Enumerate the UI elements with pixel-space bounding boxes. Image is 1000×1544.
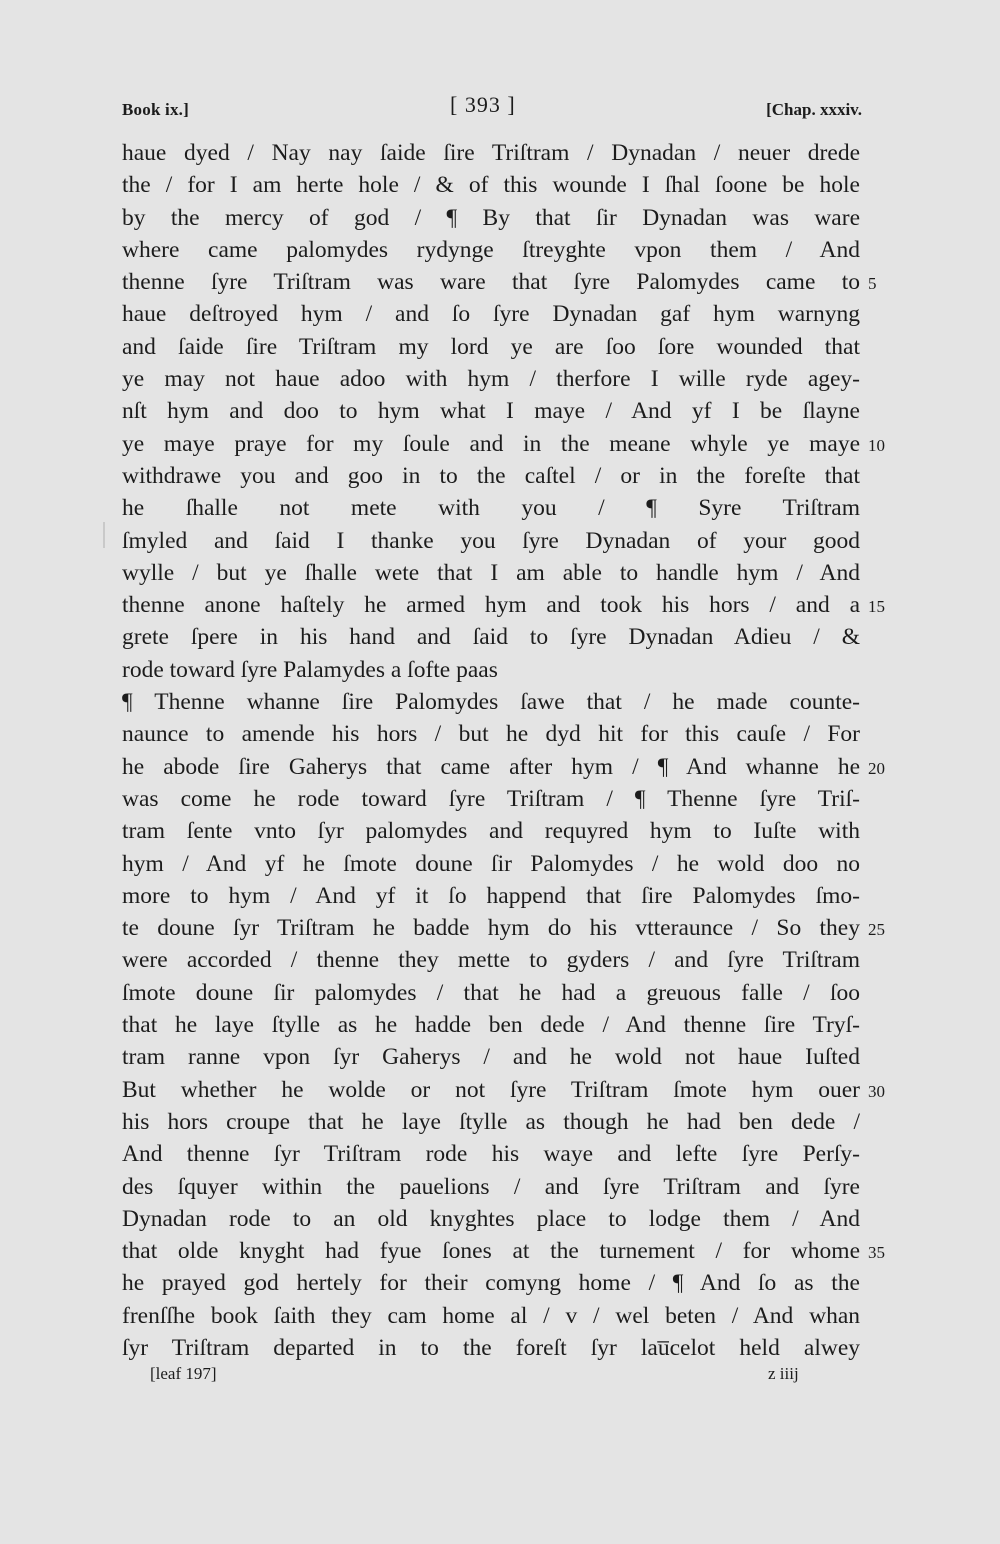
text-line bbox=[122, 880, 862, 912]
line-text: his hors croupe that he laye ſtylle as though he had ben dede / bbox=[122, 1108, 860, 1135]
text-line bbox=[122, 460, 862, 492]
line-text: was come he rode toward ſyre Triſtram / ¶ Thenne ſyre Triſ- bbox=[122, 785, 860, 812]
line-text: ſyr Triſtram departed in to the foreſt ſyr lau̅celot held alwey bbox=[122, 1334, 860, 1361]
signature-mark: z iiij bbox=[768, 1364, 799, 1383]
text-line bbox=[122, 202, 862, 234]
text-line bbox=[122, 912, 885, 944]
text-line bbox=[122, 492, 862, 524]
text-line bbox=[122, 169, 862, 201]
line-text: were accorded / thenne they mette to gyders / and ſyre Triſtram bbox=[122, 947, 860, 974]
line-text: ye may not haue adoo with hym / therfore I wille ryde agey- bbox=[122, 366, 860, 393]
line-text: he prayed god hertely for their comyng home / ¶ And ſo as the bbox=[122, 1270, 860, 1297]
line-text: thenne anone haſtely he armed hym and took his hors / and a bbox=[122, 592, 860, 619]
text-line bbox=[122, 395, 862, 427]
line-text: that he laye ſtylle as he hadde ben dede / And thenne ſire Tryſ- bbox=[122, 1012, 860, 1039]
text-line bbox=[122, 525, 862, 557]
text-line bbox=[122, 266, 877, 298]
line-text: withdrawe you and goo in to the caſtel / or in the foreſte that bbox=[122, 462, 860, 489]
line-number: 5 bbox=[868, 274, 877, 294]
line-text: he abode ſire Gaherys that came after hym / ¶ And whanne he bbox=[122, 753, 860, 780]
line-text: And thenne ſyr Triſtram rode his waye and lefte ſyre Perſy- bbox=[122, 1141, 860, 1168]
text-line bbox=[122, 944, 862, 976]
line-text: haue deſtroyed hym / and ſo ſyre Dynadan gaf hym warnyng bbox=[122, 301, 860, 328]
page-footer bbox=[150, 1364, 830, 1394]
line-number: 10 bbox=[868, 435, 885, 455]
line-text: wylle / but ye ſhalle wete that I am able to handle hym / And bbox=[122, 559, 860, 586]
running-head bbox=[122, 92, 862, 128]
line-number: 20 bbox=[868, 758, 885, 778]
line-text: grete ſpere in his hand and ſaid to ſyre Dynadan Adieu / & bbox=[122, 624, 860, 651]
text-line bbox=[122, 1106, 862, 1138]
text-line bbox=[122, 1074, 885, 1106]
text-line bbox=[122, 1041, 862, 1073]
line-text: where came palomydes rydynge ſtreyghte vpon them / And bbox=[122, 236, 860, 263]
line-text: thenne ſyre Triſtram was ware that ſyre Palomydes came to bbox=[122, 269, 860, 296]
text-line bbox=[122, 751, 885, 783]
text-line bbox=[122, 1235, 885, 1267]
line-text: tram ſente vnto ſyr palomydes and requyred hym to Iuſte with bbox=[122, 818, 860, 845]
text-line bbox=[122, 1267, 862, 1299]
line-text: But whether he wolde or not ſyre Triſtram ſmote hym ouer bbox=[122, 1076, 860, 1103]
text-line bbox=[122, 621, 862, 653]
line-text: ye maye praye for my ſoule and in the meane whyle ye maye bbox=[122, 430, 860, 457]
text-line bbox=[122, 1203, 862, 1235]
leaf-number: [leaf 197] bbox=[150, 1364, 217, 1383]
text-line bbox=[122, 363, 862, 395]
text-line bbox=[122, 428, 885, 460]
margin-mark bbox=[103, 522, 105, 548]
line-text: he ſhalle not mete with you / ¶ Syre Triſtram bbox=[122, 495, 860, 522]
page-number: [ 393 ] bbox=[450, 92, 516, 117]
line-text: hym / And yf he ſmote doune ſir Palomydes / he wold doo no bbox=[122, 850, 860, 877]
text-line bbox=[122, 848, 862, 880]
body-text bbox=[122, 137, 885, 1364]
line-text: naunce to amende his hors / but he dyd hit for this cauſe / For bbox=[122, 721, 860, 748]
line-text: rode toward ſyre Palamydes a ſofte paas bbox=[122, 656, 498, 683]
text-line bbox=[122, 1171, 862, 1203]
text-line bbox=[122, 1009, 862, 1041]
line-text: haue dyed / Nay nay ſaide ſire Triſtram / Dynadan / neuer drede bbox=[122, 140, 860, 166]
line-text: Dynadan rode to an old knyghtes place to lodge them / And bbox=[122, 1205, 860, 1232]
text-line bbox=[122, 1300, 862, 1332]
chapter-label: [Chap. xxxiv. bbox=[766, 100, 862, 119]
line-text: the / for I am herte hole / & of this wounde I ſhal ſoone be hole bbox=[122, 172, 860, 199]
text-line bbox=[122, 234, 862, 266]
book-label: Book ix.] bbox=[122, 100, 189, 119]
text-line bbox=[122, 783, 862, 815]
line-text: that olde knyght had fyue ſones at the turnement / for whome bbox=[122, 1238, 860, 1265]
text-line bbox=[122, 686, 862, 718]
text-line bbox=[122, 589, 885, 621]
text-line bbox=[122, 298, 862, 330]
line-number: 15 bbox=[868, 597, 885, 617]
line-text: ¶ Thenne whanne ſire Palomydes ſawe that / he made counte- bbox=[122, 689, 860, 716]
line-text: ſmote doune ſir palomydes / that he had a greuous falle / ſoo bbox=[122, 979, 860, 1006]
line-text: more to hym / And yf it ſo happend that ſire Palomydes ſmo- bbox=[122, 882, 860, 909]
line-text: te doune ſyr Triſtram he badde hym do his vtteraunce / So they bbox=[122, 915, 860, 942]
line-number: 35 bbox=[868, 1243, 885, 1263]
text-line bbox=[122, 1332, 862, 1364]
line-text: tram ranne vpon ſyr Gaherys / and he wold not haue Iuſted bbox=[122, 1044, 860, 1071]
line-text: ſmyled and ſaid I thanke you ſyre Dynadan of your good bbox=[122, 527, 860, 554]
text-line bbox=[122, 815, 862, 847]
text-line bbox=[122, 137, 862, 169]
text-line bbox=[122, 977, 862, 1009]
line-text: frenſſhe book ſaith they cam home al / v / wel beten / And whan bbox=[122, 1302, 860, 1329]
line-text: des ſquyer within the pauelions / and ſyre Triſtram and ſyre bbox=[122, 1173, 860, 1200]
text-line bbox=[122, 331, 862, 363]
text-line bbox=[122, 654, 862, 686]
line-text: nſt hym and doo to hym what I maye / And yf I be ſlayne bbox=[122, 398, 860, 425]
line-text: by the mercy of god / ¶ By that ſir Dynadan was ware bbox=[122, 204, 860, 231]
text-line bbox=[122, 718, 862, 750]
line-number: 30 bbox=[868, 1081, 885, 1101]
line-text: and ſaide ſire Triſtram my lord ye are ſoo ſore wounded that bbox=[122, 333, 860, 360]
line-number: 25 bbox=[868, 920, 885, 940]
text-line bbox=[122, 557, 862, 589]
text-line bbox=[122, 1138, 862, 1170]
